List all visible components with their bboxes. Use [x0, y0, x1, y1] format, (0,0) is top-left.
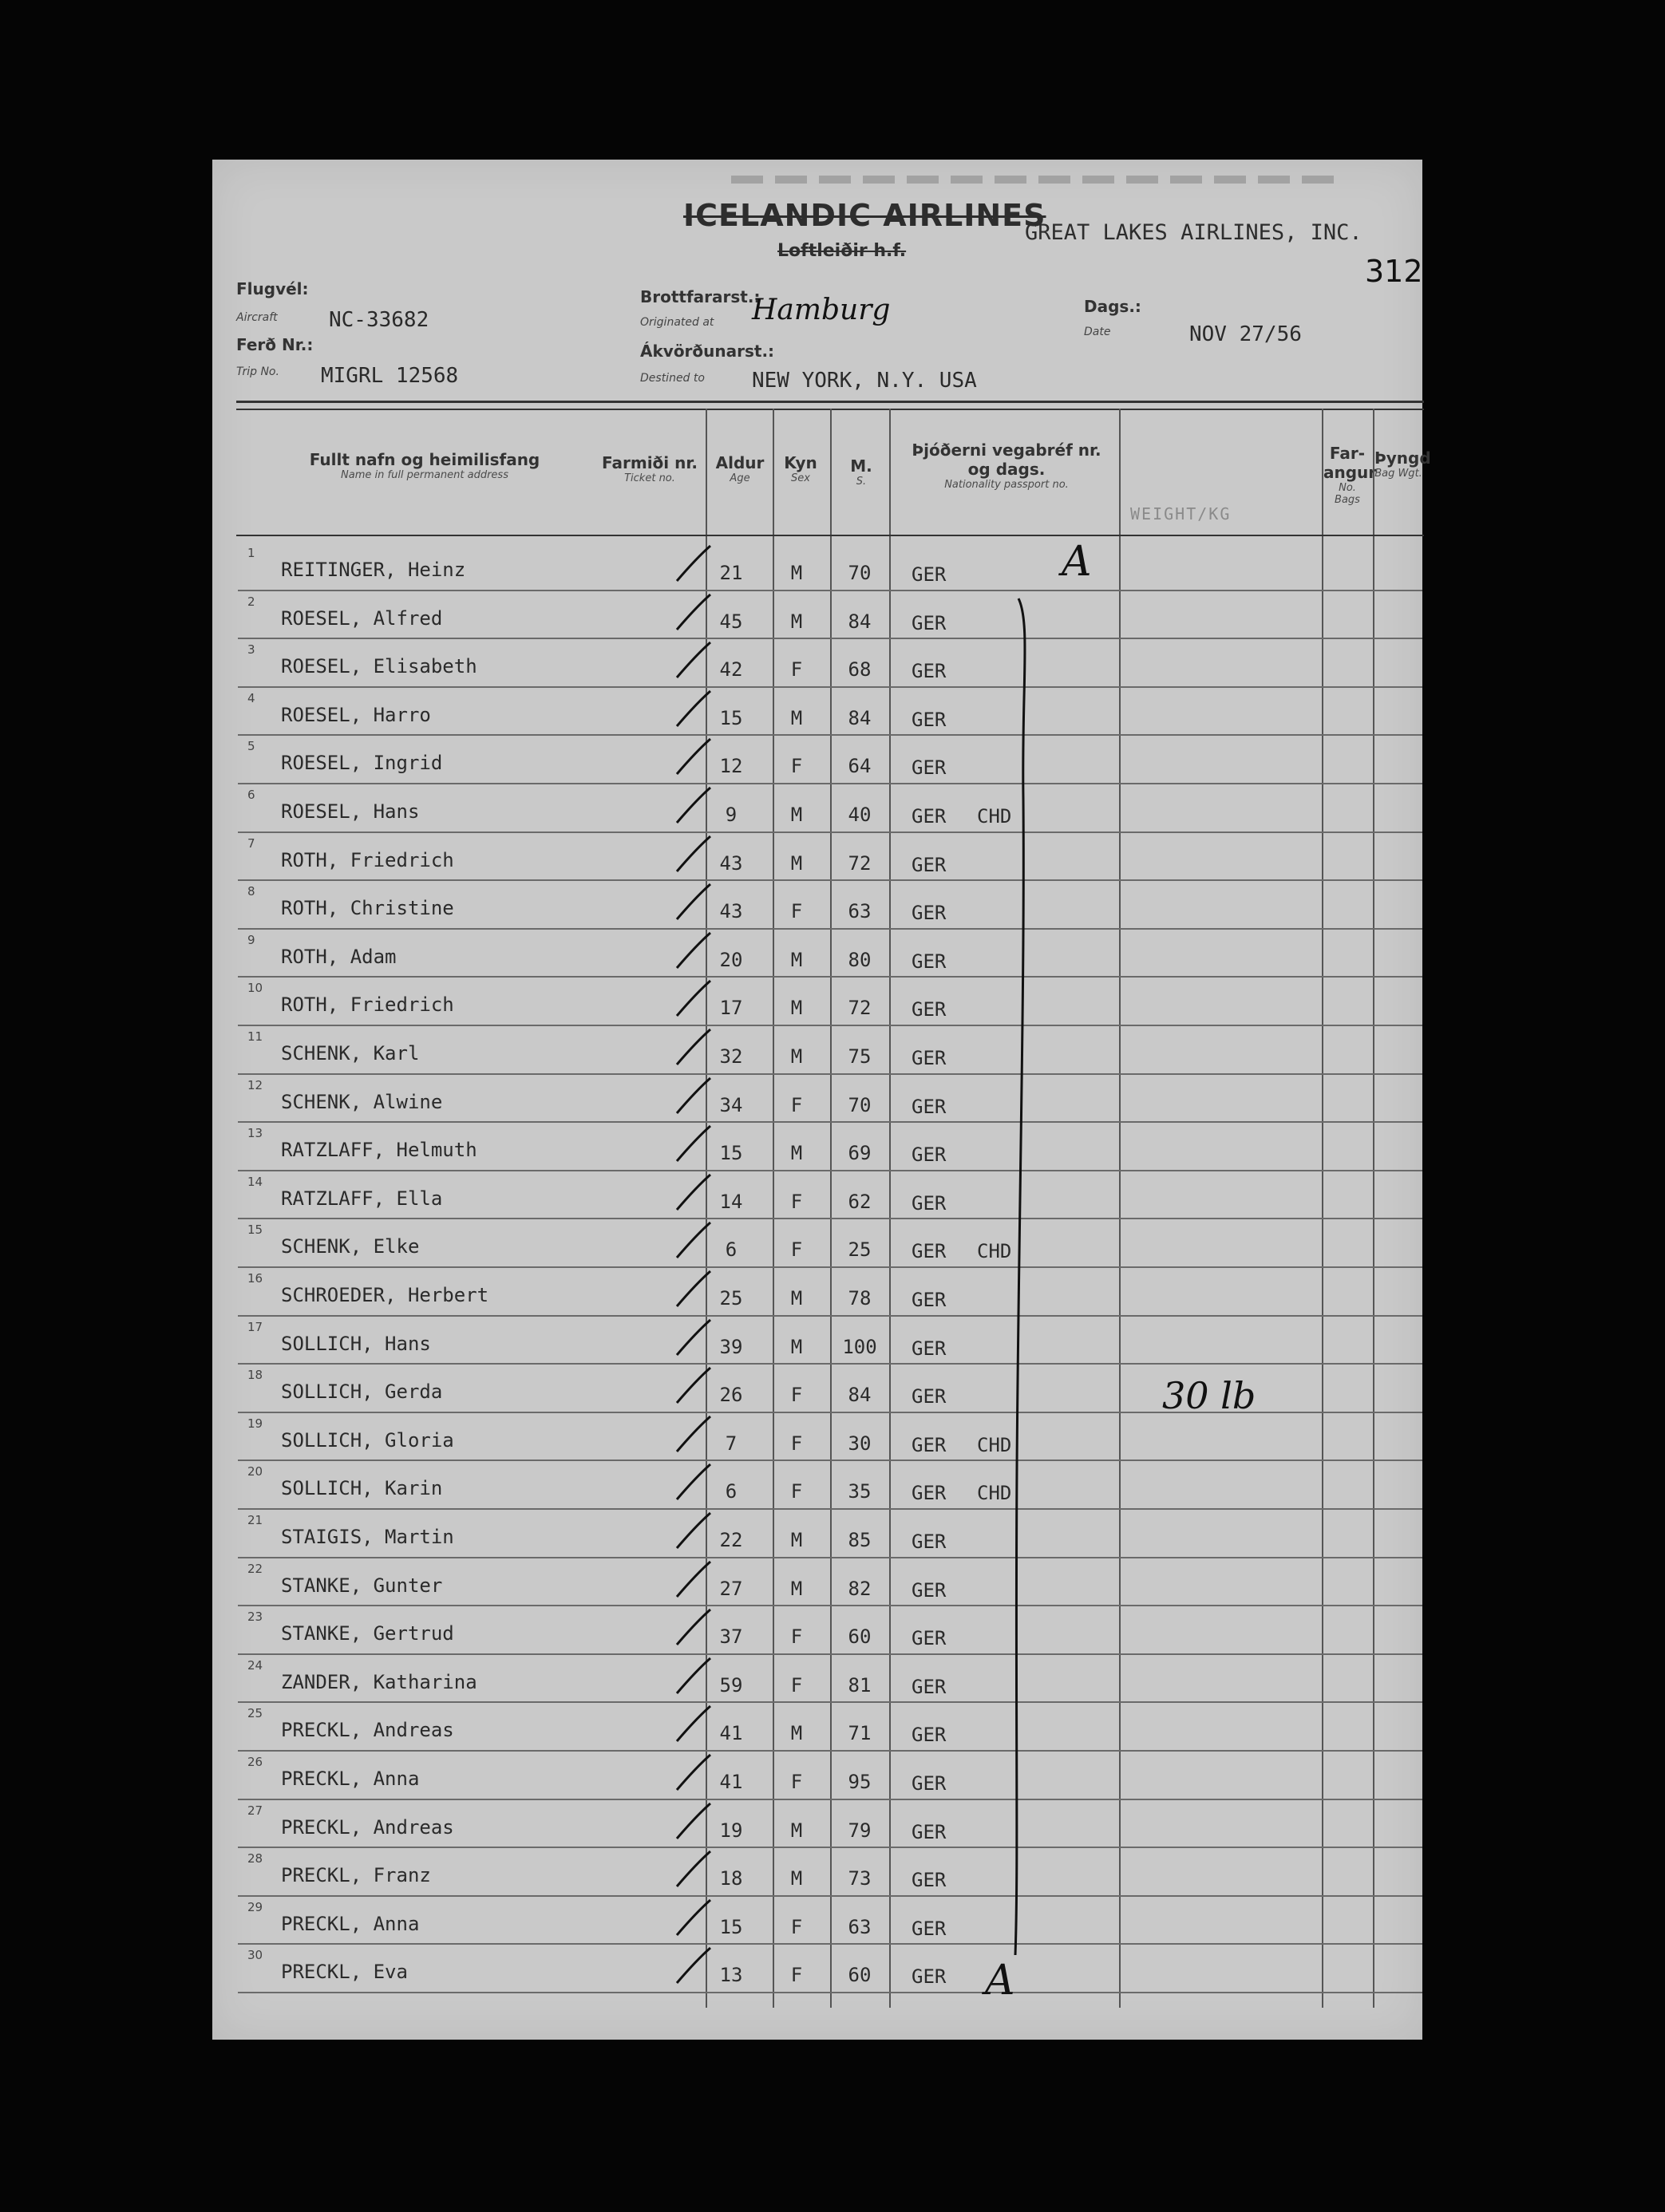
passenger-age: 7 — [725, 1432, 738, 1455]
passenger-age: 34 — [719, 1093, 743, 1116]
passenger-age: 32 — [719, 1045, 743, 1068]
passenger-sex: F — [790, 1915, 803, 1938]
table-row — [212, 541, 1422, 590]
table-row — [212, 1557, 1422, 1606]
col-header-bags: Far-angur No. Bags — [1323, 444, 1377, 506]
passenger-name: SOLLICH, Gerda — [281, 1381, 443, 1404]
table-row — [212, 1266, 1422, 1315]
passenger-sex: M — [790, 1142, 803, 1165]
passenger-age: 37 — [719, 1625, 743, 1649]
row-number: 16 — [247, 1271, 263, 1286]
passenger-sex: F — [790, 1238, 803, 1262]
table-row — [212, 590, 1422, 638]
passenger-sex: F — [790, 900, 803, 923]
passenger-age: 13 — [719, 1964, 743, 1987]
table-row — [212, 1653, 1422, 1702]
passenger-nationality: GER — [912, 805, 947, 828]
table-row — [212, 1218, 1422, 1266]
passenger-nationality: GER — [912, 563, 947, 586]
passenger-weight: 60 — [848, 1625, 872, 1649]
passenger-age: 42 — [719, 658, 743, 681]
col-header-name: Fullt nafn og heimilisfang Name in full permanent address — [309, 450, 540, 481]
origin-value: Hamburg — [752, 294, 891, 326]
row-number: 17 — [247, 1319, 263, 1334]
col-header-age: Aldur Age — [715, 453, 765, 484]
passenger-nationality: GER — [912, 1820, 947, 1843]
passenger-sex: M — [790, 851, 803, 875]
row-number: 26 — [247, 1755, 263, 1769]
passenger-age: 25 — [719, 1287, 743, 1309]
passenger-weight: 95 — [848, 1771, 872, 1793]
passenger-name: SOLLICH, Hans — [281, 1332, 431, 1355]
table-row — [212, 1799, 1422, 1847]
passenger-sex: M — [790, 1819, 803, 1842]
table-row — [212, 1847, 1422, 1895]
aircraft-label-en: Aircraft — [236, 311, 278, 324]
passenger-age: 14 — [719, 1190, 743, 1213]
passenger-age: 15 — [719, 1142, 743, 1165]
passenger-name: RATZLAFF, Helmuth — [281, 1139, 477, 1162]
passenger-weight: 60 — [848, 1964, 872, 1987]
table-row — [212, 1025, 1422, 1073]
passenger-nationality: GER — [912, 1917, 947, 1940]
row-divider — [238, 1992, 1422, 1993]
handwritten-note: 30 lb — [1162, 1374, 1256, 1417]
col-header-ms: M. S. — [850, 456, 872, 488]
passenger-sex: F — [790, 1190, 803, 1213]
aircraft-label: Flugvél: — [236, 279, 309, 298]
row-number: 29 — [247, 1899, 263, 1914]
row-number: 6 — [247, 788, 255, 802]
passenger-age: 20 — [719, 948, 743, 971]
passenger-name: ZANDER, Katharina — [281, 1670, 477, 1693]
passenger-age: 6 — [725, 1238, 738, 1262]
passenger-nationality: GER — [912, 1240, 947, 1263]
passenger-name: PRECKL, Anna — [281, 1768, 420, 1790]
passenger-weight: 35 — [848, 1480, 872, 1503]
trip-label-en: Trip No. — [236, 365, 279, 378]
passenger-sex: F — [790, 1432, 803, 1455]
table-row — [212, 686, 1422, 735]
aircraft-value: NC-33682 — [329, 308, 429, 332]
passenger-nationality: GER — [912, 1191, 947, 1215]
passenger-sex: M — [790, 997, 803, 1020]
dest-label-en: Destined to — [640, 372, 705, 385]
table-row — [212, 1315, 1422, 1364]
passenger-name: PRECKL, Anna — [281, 1912, 420, 1935]
row-number: 28 — [247, 1851, 263, 1866]
passenger-nationality: GER — [912, 1578, 947, 1602]
page-number: 312 — [1365, 254, 1423, 289]
passenger-name: ROTH, Friedrich — [281, 993, 454, 1017]
passenger-weight: 80 — [848, 948, 872, 971]
passenger-sex: M — [790, 948, 803, 971]
passenger-nationality: GER — [912, 1385, 947, 1408]
passenger-age: 59 — [719, 1673, 743, 1697]
table-row — [212, 1895, 1422, 1944]
passenger-note: CHD — [977, 1433, 1012, 1456]
trip-value: MIGRL 12568 — [321, 364, 459, 388]
table-row — [212, 928, 1422, 977]
passenger-name: RATZLAFF, Ella — [281, 1187, 443, 1210]
manifest-sheet — [212, 160, 1431, 2040]
passenger-weight: 62 — [848, 1190, 872, 1213]
passenger-nationality: GER — [912, 1627, 947, 1650]
row-number: 3 — [247, 642, 255, 658]
passenger-age: 21 — [719, 562, 743, 584]
passenger-age: 43 — [719, 900, 743, 923]
passenger-weight: 82 — [848, 1577, 872, 1600]
passenger-name: SCHENK, Karl — [281, 1042, 420, 1065]
passenger-weight: 72 — [848, 851, 872, 875]
passenger-weight: 25 — [848, 1238, 872, 1262]
table-row — [212, 1073, 1422, 1122]
row-number: 13 — [247, 1126, 263, 1141]
passenger-weight: 64 — [848, 755, 872, 778]
trip-label: Ferð Nr.: — [236, 335, 314, 354]
passenger-nationality: GER — [912, 1047, 947, 1069]
passenger-weight: 30 — [848, 1432, 872, 1455]
passenger-nationality: GER — [912, 1531, 947, 1553]
passenger-name: ROESEL, Ingrid — [281, 752, 443, 775]
passenger-nationality: GER — [912, 756, 947, 780]
passenger-name: ROESEL, Alfred — [281, 606, 443, 630]
passenger-name: ROTH, Christine — [281, 897, 454, 920]
passenger-nationality: GER — [912, 1965, 947, 1989]
airline-brand-sub: Loftleiðir h.f. — [777, 241, 907, 261]
row-number: 22 — [247, 1561, 263, 1576]
passenger-name: PRECKL, Andreas — [281, 1719, 454, 1742]
passenger-age: 15 — [719, 706, 743, 729]
passenger-name: SCHENK, Alwine — [281, 1090, 443, 1113]
passenger-note: CHD — [977, 805, 1012, 828]
passenger-name: SCHENK, Elke — [281, 1235, 420, 1258]
passenger-name: SCHROEDER, Herbert — [281, 1284, 489, 1306]
passenger-age: 12 — [719, 755, 743, 778]
passenger-sex: M — [790, 1867, 803, 1890]
passenger-sex: F — [790, 1625, 803, 1649]
row-number: 2 — [247, 594, 255, 609]
passenger-age: 26 — [719, 1384, 743, 1407]
passenger-age: 41 — [719, 1722, 743, 1745]
col-header-nationality: Þjóðerni vegabréf nr. og dags. Nationality passport no. — [912, 440, 1101, 491]
passenger-weight: 84 — [848, 706, 872, 729]
passenger-name: STAIGIS, Martin — [281, 1526, 454, 1548]
passenger-sex: F — [790, 1673, 803, 1697]
passenger-sex: F — [790, 1771, 803, 1793]
table-row — [212, 1701, 1422, 1750]
passenger-sex: F — [790, 1384, 803, 1407]
table-row — [212, 1460, 1422, 1508]
row-number: 10 — [247, 981, 263, 996]
passenger-weight: 78 — [848, 1287, 872, 1309]
passenger-weight: 63 — [848, 900, 872, 923]
passenger-sex: M — [790, 1045, 803, 1068]
row-number: 1 — [247, 546, 255, 560]
row-number: 23 — [247, 1610, 263, 1625]
passenger-weight: 73 — [848, 1867, 872, 1890]
passenger-weight: 63 — [848, 1915, 872, 1938]
passenger-weight: 70 — [848, 1093, 872, 1116]
passenger-name: REITINGER, Heinz — [281, 559, 466, 581]
passenger-age: 39 — [719, 1335, 743, 1358]
passenger-nationality: GER — [912, 1772, 947, 1795]
passenger-sex: F — [790, 1480, 803, 1503]
passenger-nationality: GER — [912, 708, 947, 731]
company-name: GREAT LAKES AIRLINES, INC. — [1025, 220, 1362, 245]
origin-label-en: Originated at — [640, 316, 714, 329]
passenger-nationality: GER — [912, 1433, 947, 1456]
row-number: 27 — [247, 1803, 263, 1818]
passenger-nationality: GER — [912, 902, 947, 925]
table-row — [212, 879, 1422, 928]
passenger-sex: F — [790, 755, 803, 778]
passenger-weight: 100 — [842, 1335, 877, 1358]
passenger-age: 41 — [719, 1771, 743, 1793]
table-row — [212, 1943, 1422, 1992]
passenger-name: ROESEL, Hans — [281, 800, 420, 823]
passenger-age: 45 — [719, 610, 743, 633]
passenger-nationality: GER — [912, 1482, 947, 1505]
passenger-age: 22 — [719, 1529, 743, 1551]
passenger-weight: 71 — [848, 1722, 872, 1745]
passenger-nationality: GER — [912, 611, 947, 634]
passenger-sex: F — [790, 1964, 803, 1987]
col-header-ticket: Farmiði nr. Ticket no. — [602, 453, 698, 484]
table-row — [212, 734, 1422, 783]
passenger-note: CHD — [977, 1240, 1012, 1263]
table-row — [212, 1605, 1422, 1653]
row-number: 21 — [247, 1513, 263, 1527]
passenger-age: 9 — [725, 804, 738, 826]
passenger-sex: M — [790, 804, 803, 826]
passenger-nationality: GER — [912, 998, 947, 1021]
table-row — [212, 1121, 1422, 1170]
row-number: 8 — [247, 884, 255, 899]
passenger-weight: 69 — [848, 1142, 872, 1165]
passenger-name: STANKE, Gertrud — [281, 1622, 454, 1645]
dest-label: Ákvörðunarst.: — [640, 342, 775, 361]
dest-value: NEW YORK, N.Y. USA — [752, 369, 977, 393]
vertical-bracket-line — [995, 591, 1042, 1963]
passenger-name: SOLLICH, Gloria — [281, 1428, 454, 1452]
table-row — [212, 976, 1422, 1025]
passenger-nationality: GER — [912, 1869, 947, 1892]
row-number: 12 — [247, 1077, 263, 1092]
header-strike-marks — [731, 176, 1338, 184]
col-header-bag-weight: Þyngd Bag Wgt. — [1374, 448, 1431, 480]
passenger-sex: M — [790, 562, 803, 584]
passenger-weight: 81 — [848, 1673, 872, 1697]
origin-label: Brottfararst.: — [640, 287, 761, 306]
passenger-sex: M — [790, 1577, 803, 1600]
passenger-weight: 85 — [848, 1529, 872, 1551]
row-number: 25 — [247, 1706, 263, 1721]
row-number: 15 — [247, 1223, 263, 1238]
airline-brand: ICELANDIC AIRLINES — [683, 198, 1046, 233]
table-row — [212, 1412, 1422, 1460]
passenger-weight: 75 — [848, 1045, 872, 1068]
passenger-name: PRECKL, Franz — [281, 1864, 431, 1887]
passenger-note: CHD — [977, 1482, 1012, 1505]
passenger-nationality: GER — [912, 1724, 947, 1747]
row-number: 14 — [247, 1174, 263, 1189]
passenger-sex: M — [790, 1529, 803, 1551]
passenger-age: 43 — [719, 851, 743, 875]
row-number: 19 — [247, 1416, 263, 1431]
passenger-name: ROTH, Adam — [281, 945, 397, 968]
passenger-weight: 84 — [848, 610, 872, 633]
row-number: 20 — [247, 1464, 263, 1479]
passenger-nationality: GER — [912, 1289, 947, 1311]
passenger-name: ROESEL, Elisabeth — [281, 655, 477, 678]
passenger-sex: M — [790, 1287, 803, 1309]
passenger-sex: F — [790, 658, 803, 681]
passenger-nationality: GER — [912, 1144, 947, 1167]
passenger-weight: 68 — [848, 658, 872, 681]
passenger-age: 15 — [719, 1915, 743, 1938]
passenger-weight: 84 — [848, 1384, 872, 1407]
row-number: 30 — [247, 1948, 263, 1963]
table-row — [212, 638, 1422, 686]
row-number: 5 — [247, 739, 255, 754]
mark-a-top: A — [1062, 538, 1092, 586]
passenger-name: ROESEL, Harro — [281, 703, 431, 726]
row-number: 4 — [247, 690, 255, 705]
table-row — [212, 831, 1422, 880]
header-rule-top — [236, 401, 1424, 403]
passenger-sex: M — [790, 610, 803, 633]
passenger-name: PRECKL, Andreas — [281, 1815, 454, 1839]
passenger-age: 6 — [725, 1480, 738, 1503]
mark-a-bottom: A — [985, 1957, 1015, 2005]
row-number: 18 — [247, 1368, 263, 1383]
header-rule-bottom — [236, 535, 1424, 536]
passenger-age: 19 — [719, 1819, 743, 1842]
table-row — [212, 1170, 1422, 1219]
passenger-nationality: GER — [912, 1337, 947, 1360]
passenger-age: 17 — [719, 997, 743, 1020]
passenger-nationality: GER — [912, 1095, 947, 1118]
passenger-age: 18 — [719, 1867, 743, 1890]
date-label: Dags.: — [1084, 297, 1141, 316]
passenger-nationality: GER — [912, 660, 947, 683]
passenger-sex: F — [790, 1093, 803, 1116]
passenger-weight: 70 — [848, 562, 872, 584]
col-header-sex: Kyn Sex — [784, 453, 817, 484]
passenger-name: SOLLICH, Karin — [281, 1477, 443, 1500]
row-number: 9 — [247, 932, 255, 947]
passenger-weight: 40 — [848, 804, 872, 826]
passenger-nationality: GER — [912, 950, 947, 973]
date-label-en: Date — [1084, 326, 1111, 338]
passenger-weight: 72 — [848, 997, 872, 1020]
table-row — [212, 783, 1422, 831]
col-header-weight: WEIGHT/KG — [1130, 504, 1232, 523]
passenger-weight: 79 — [848, 1819, 872, 1842]
table-row — [212, 1508, 1422, 1557]
passenger-sex: M — [790, 1335, 803, 1358]
passenger-nationality: GER — [912, 853, 947, 876]
passenger-name: PRECKL, Eva — [281, 1961, 408, 1984]
passenger-sex: M — [790, 706, 803, 729]
row-number: 24 — [247, 1657, 263, 1673]
passenger-name: ROTH, Friedrich — [281, 848, 454, 871]
passenger-nationality: GER — [912, 1675, 947, 1698]
row-number: 7 — [247, 835, 255, 851]
date-value: NOV 27/56 — [1189, 322, 1302, 346]
passenger-age: 27 — [719, 1577, 743, 1600]
table-row — [212, 1750, 1422, 1799]
passenger-sex: M — [790, 1722, 803, 1745]
passenger-name: STANKE, Gunter — [281, 1574, 443, 1597]
row-number: 11 — [247, 1029, 263, 1044]
